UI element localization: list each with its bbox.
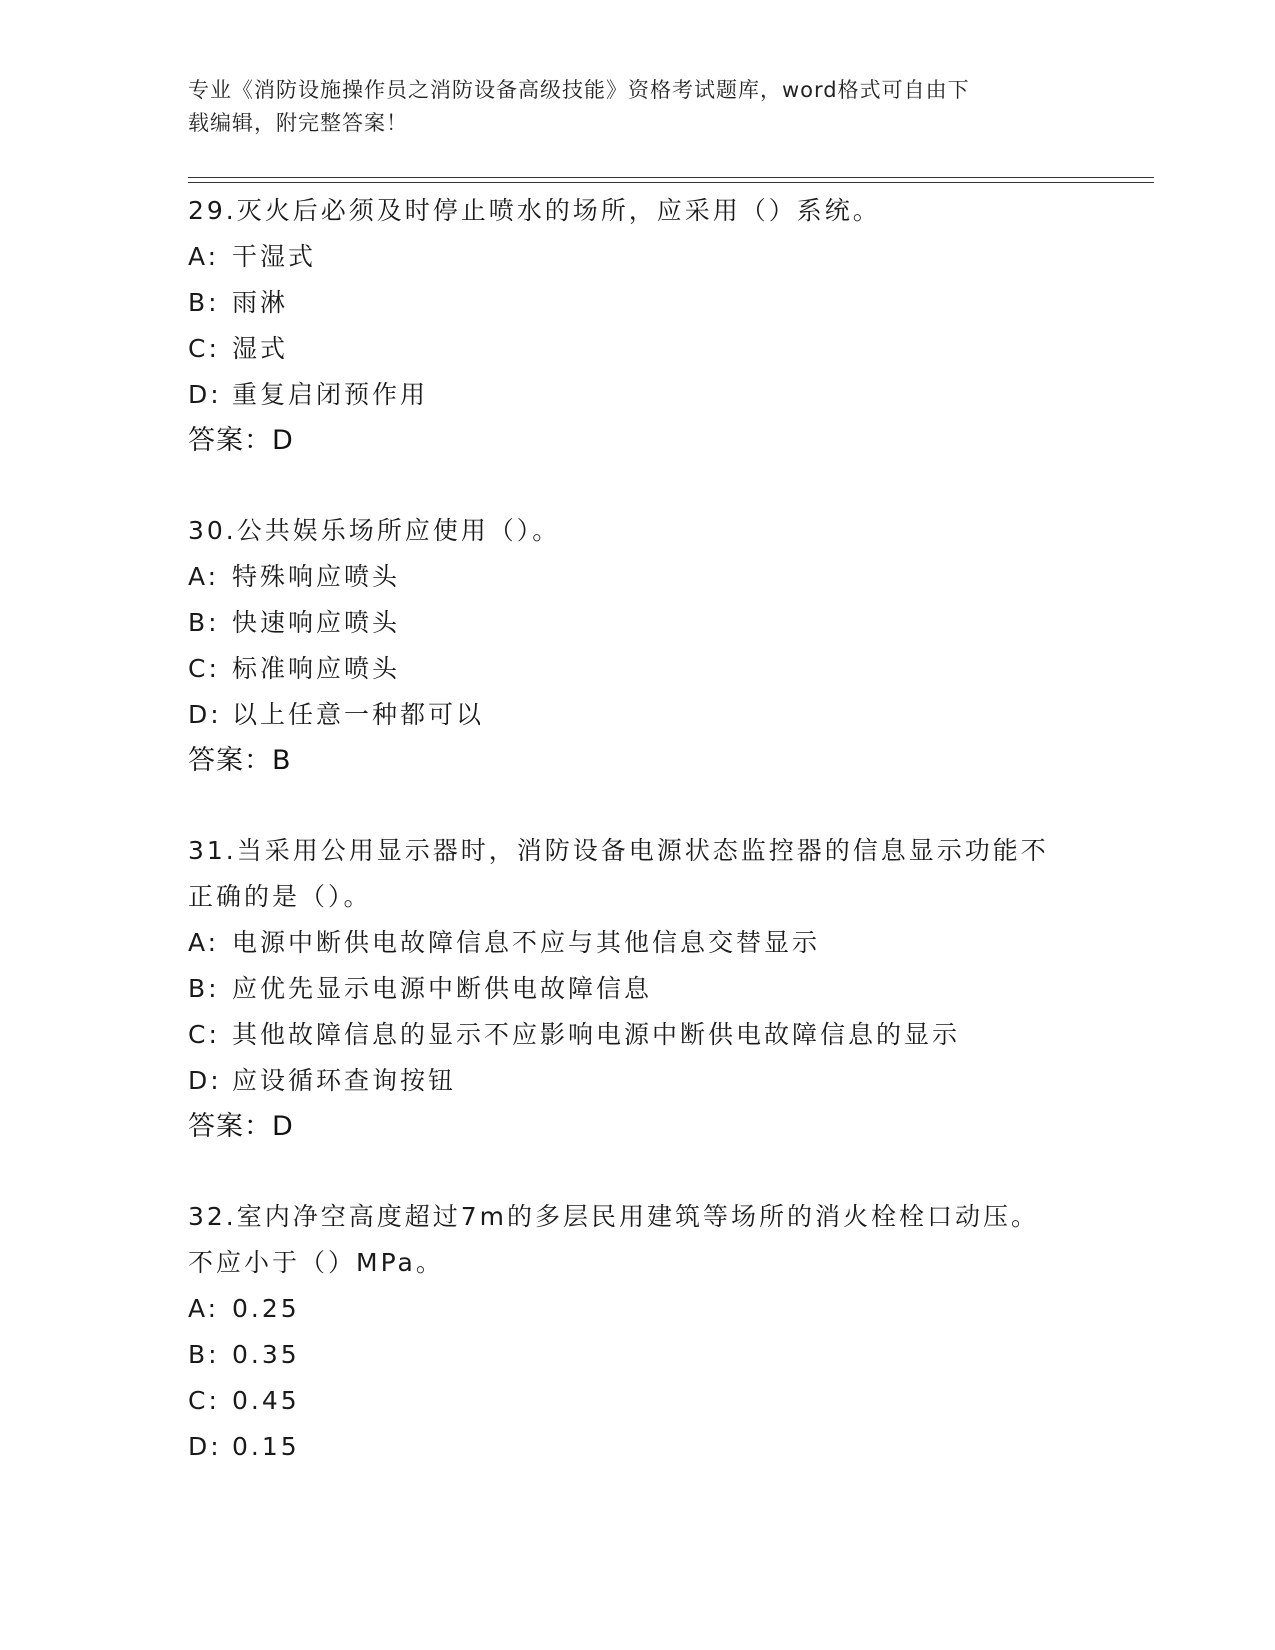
- option-text: 雨淋: [232, 288, 289, 317]
- question-text-line-1: 31.当采用公用显示器时，消防设备电源状态监控器的信息显示功能不: [188, 836, 1049, 865]
- option-c: [188, 1012, 1088, 1058]
- option-d: [188, 1058, 1088, 1104]
- option-label: A:: [188, 562, 220, 591]
- option-text: 应优先显示电源中断供电故障信息: [232, 974, 653, 1003]
- option-label: D:: [188, 1432, 222, 1461]
- option-b: [188, 280, 1088, 326]
- option-label: D:: [188, 700, 222, 729]
- option-label: A:: [188, 1294, 220, 1323]
- header-divider-bottom: [188, 182, 1154, 183]
- question-29: [188, 188, 1088, 464]
- header-line-1: 专业《消防设施操作员之消防设备高级技能》资格考试题库，word格式可自由下: [188, 78, 970, 102]
- option-text: 标准响应喷头: [232, 654, 401, 683]
- question-text-line-2: 不应小于（）MPa。: [188, 1248, 444, 1277]
- option-text: 0.15: [232, 1432, 300, 1461]
- option-a: [188, 234, 1088, 280]
- option-label: A:: [188, 242, 220, 271]
- option-label: B:: [188, 608, 220, 637]
- option-text: 特殊响应喷头: [232, 562, 401, 591]
- question-31: [188, 828, 1088, 1150]
- option-text: 重复启闭预作用: [232, 380, 429, 409]
- option-label: B:: [188, 1340, 220, 1369]
- option-text: 湿式: [232, 334, 289, 363]
- header-divider-top: [188, 177, 1154, 178]
- option-d: [188, 1424, 1088, 1470]
- option-text: 0.45: [232, 1386, 300, 1415]
- question-text: 29.灭火后必须及时停止喷水的场所，应采用（）系统。: [188, 196, 881, 225]
- option-a: [188, 920, 1088, 966]
- option-c: [188, 1378, 1088, 1424]
- option-label: C:: [188, 1386, 220, 1415]
- answer-line: 答案：D: [188, 425, 294, 456]
- answer-line: 答案：D: [188, 1111, 294, 1142]
- option-d: [188, 692, 1088, 738]
- option-label: B:: [188, 288, 220, 317]
- option-label: A:: [188, 928, 220, 957]
- option-c: [188, 646, 1088, 692]
- option-a: [188, 554, 1088, 600]
- option-text: 应设循环查询按钮: [232, 1066, 457, 1095]
- question-30: [188, 508, 1088, 784]
- option-b: [188, 600, 1088, 646]
- question-spacer: [188, 464, 1088, 508]
- option-text: 以上任意一种都可以: [232, 700, 485, 729]
- option-label: D:: [188, 380, 222, 409]
- header-line-2: 载编辑，附完整答案！: [188, 111, 408, 135]
- document-header: [188, 74, 1068, 140]
- option-b: [188, 1332, 1088, 1378]
- option-text: 电源中断供电故障信息不应与其他信息交替显示: [232, 928, 821, 957]
- answer-line: 答案：B: [188, 745, 292, 776]
- question-text-line-2: 正确的是（）。: [188, 882, 372, 911]
- question-32: [188, 1194, 1088, 1470]
- option-label: C:: [188, 334, 220, 363]
- option-text: 干湿式: [232, 242, 317, 271]
- question-text-line-1: 32.室内净空高度超过7m的多层民用建筑等场所的消火栓栓口动压。: [188, 1202, 1040, 1231]
- question-spacer: [188, 784, 1088, 828]
- option-b: [188, 966, 1088, 1012]
- option-text: 0.35: [232, 1340, 300, 1369]
- option-a: [188, 1286, 1088, 1332]
- option-label: C:: [188, 1020, 220, 1049]
- option-label: B:: [188, 974, 220, 1003]
- option-label: D:: [188, 1066, 222, 1095]
- option-d: [188, 372, 1088, 418]
- question-list: [188, 188, 1088, 1470]
- option-text: 其他故障信息的显示不应影响电源中断供电故障信息的显示: [232, 1020, 961, 1049]
- question-text: 30.公共娱乐场所应使用（）。: [188, 516, 561, 545]
- option-text: 快速响应喷头: [232, 608, 401, 637]
- option-label: C:: [188, 654, 220, 683]
- question-spacer: [188, 1150, 1088, 1194]
- option-c: [188, 326, 1088, 372]
- option-text: 0.25: [232, 1294, 300, 1323]
